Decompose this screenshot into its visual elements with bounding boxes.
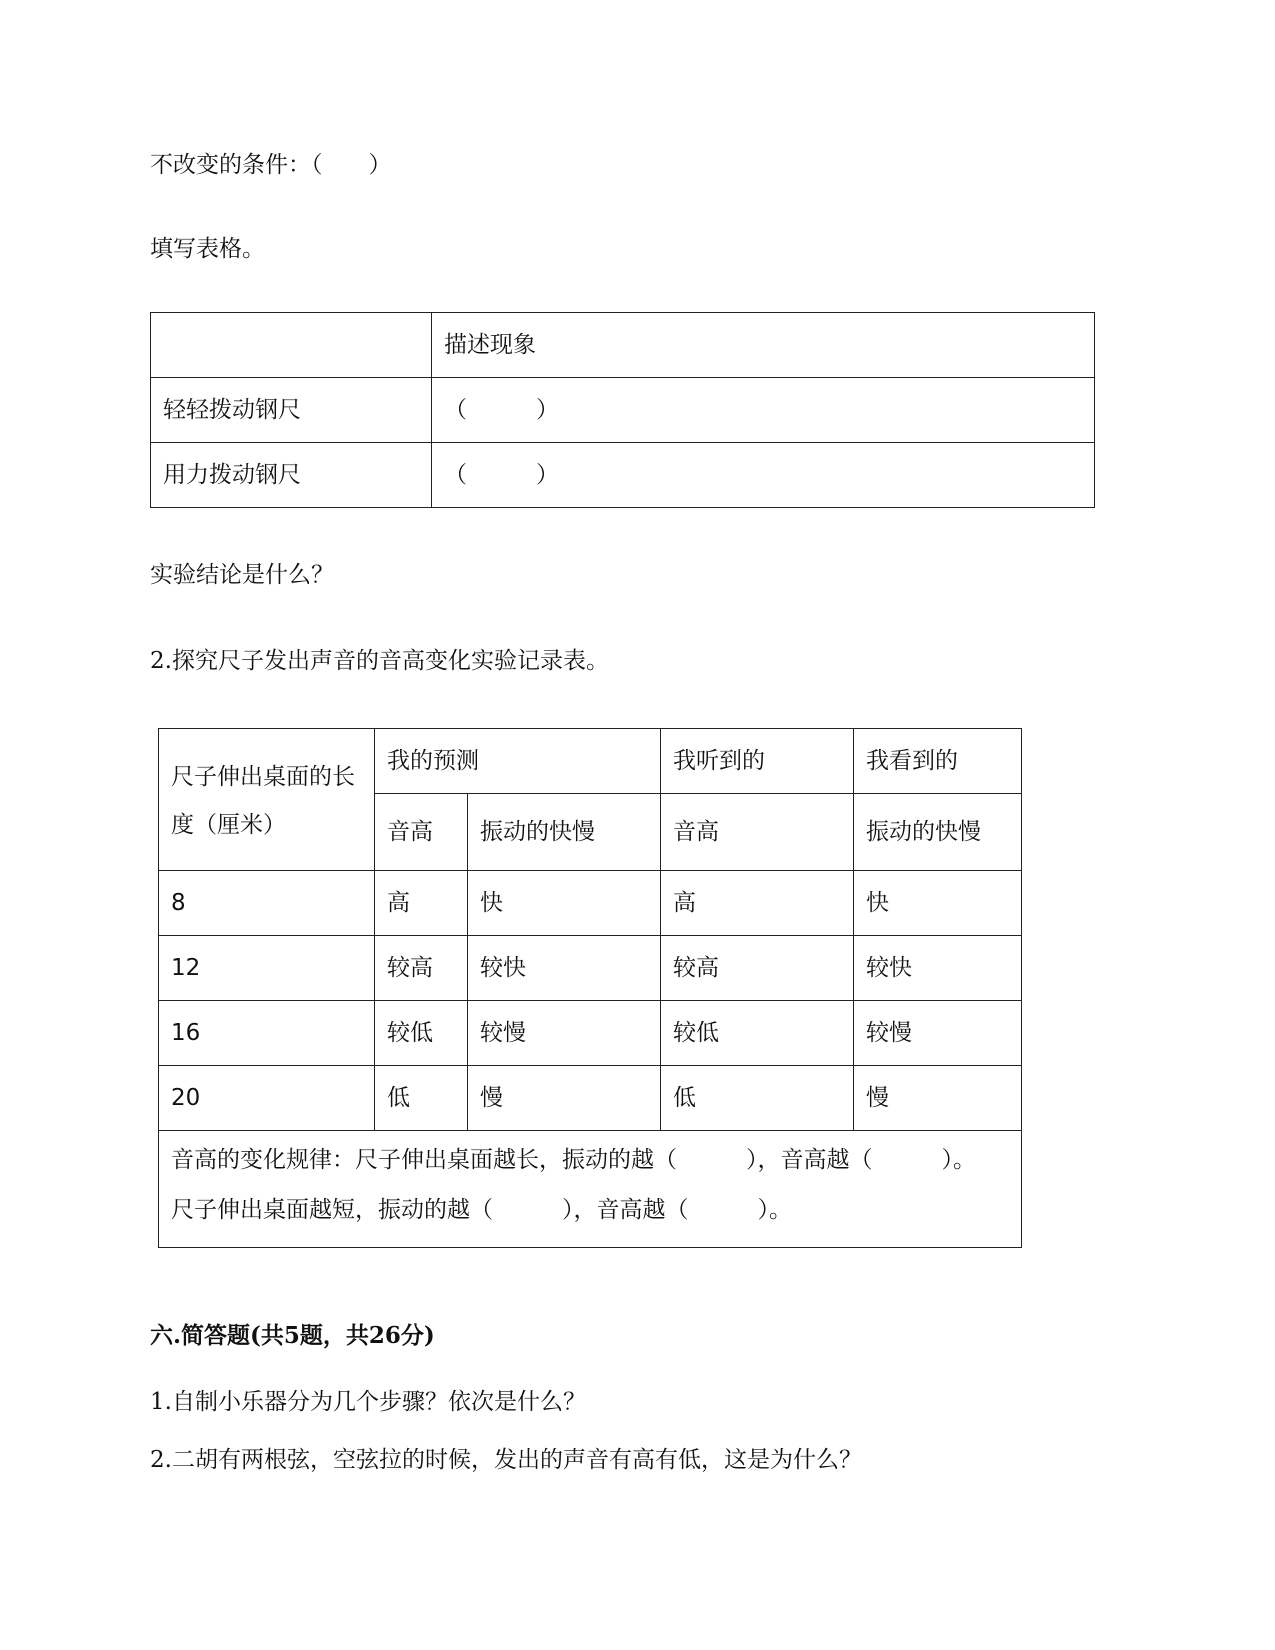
- table-row: [159, 871, 1022, 936]
- table-row: [159, 936, 1022, 1001]
- table-cell: 较高: [375, 936, 468, 1001]
- table-cell: 高: [661, 871, 854, 936]
- summary-cell: [159, 1131, 1022, 1248]
- heard-header: 我听到的: [661, 729, 854, 794]
- table-subheader-cell: 振动的快慢: [468, 794, 661, 871]
- table-cell: 高: [375, 871, 468, 936]
- table-cell: 慢: [854, 1066, 1022, 1131]
- summary-line-1: 音高的变化规律：尺子伸出桌面越长，振动的越（ ），音高越（ ）。: [171, 1147, 976, 1173]
- table-cell: 快: [468, 871, 661, 936]
- table-cell: 20: [159, 1066, 375, 1131]
- section-6-heading: 六.简答题(共5题，共26分): [150, 1322, 435, 1349]
- table-cell: 较低: [661, 1001, 854, 1066]
- table-cell: 较快: [468, 936, 661, 1001]
- unchanged-condition-line: 不改变的条件：（ ）: [150, 152, 392, 178]
- phenomenon-table: [150, 312, 1095, 508]
- table-header-cell: 描述现象: [432, 313, 1095, 378]
- table-header-row: [151, 313, 1095, 378]
- short-answer-question-1: 1.自制小乐器分为几个步骤？依次是什么？: [150, 1389, 586, 1415]
- summary-row: [159, 1131, 1022, 1248]
- table-cell: 轻轻拨动钢尺: [151, 378, 432, 443]
- table-header-cell: [151, 313, 432, 378]
- answer-blank-cell: （ ）: [432, 443, 1095, 508]
- prediction-header: 我的预测: [375, 729, 661, 794]
- table-cell: 低: [661, 1066, 854, 1131]
- table-cell: 慢: [468, 1066, 661, 1131]
- table-subheader-cell: 振动的快慢: [854, 794, 1022, 871]
- table-cell: 较低: [375, 1001, 468, 1066]
- table-header-row: [159, 729, 1022, 794]
- table-cell: 16: [159, 1001, 375, 1066]
- ruler-length-header: 尺子伸出桌面的长度（厘米）: [159, 729, 375, 871]
- table-cell: 较高: [661, 936, 854, 1001]
- summary-line-2: 尺子伸出桌面越短，振动的越（ ），音高越（ ）。: [171, 1197, 792, 1223]
- conclusion-question: 实验结论是什么？: [150, 562, 334, 588]
- table-cell: 较慢: [854, 1001, 1022, 1066]
- table-cell: 用力拨动钢尺: [151, 443, 432, 508]
- question-2-title: 2.探究尺子发出声音的音高变化实验记录表。: [150, 648, 609, 674]
- short-answer-question-2: 2.二胡有两根弦，空弦拉的时候，发出的声音有高有低，这是为什么？: [150, 1447, 862, 1473]
- table-row: [151, 378, 1095, 443]
- table-row: [159, 1066, 1022, 1131]
- table-row: [151, 443, 1095, 508]
- table-cell: 8: [159, 871, 375, 936]
- answer-blank-cell: （ ）: [432, 378, 1095, 443]
- table-cell: 快: [854, 871, 1022, 936]
- fill-table-instruction: 填写表格。: [150, 236, 265, 262]
- table-cell: 12: [159, 936, 375, 1001]
- table-subheader-cell: 音高: [661, 794, 854, 871]
- table-row: [159, 1001, 1022, 1066]
- table-cell: 低: [375, 1066, 468, 1131]
- table-subheader-cell: 音高: [375, 794, 468, 871]
- seen-header: 我看到的: [854, 729, 1022, 794]
- pitch-record-table: [158, 728, 1022, 1248]
- table-cell: 较快: [854, 936, 1022, 1001]
- table-cell: 较慢: [468, 1001, 661, 1066]
